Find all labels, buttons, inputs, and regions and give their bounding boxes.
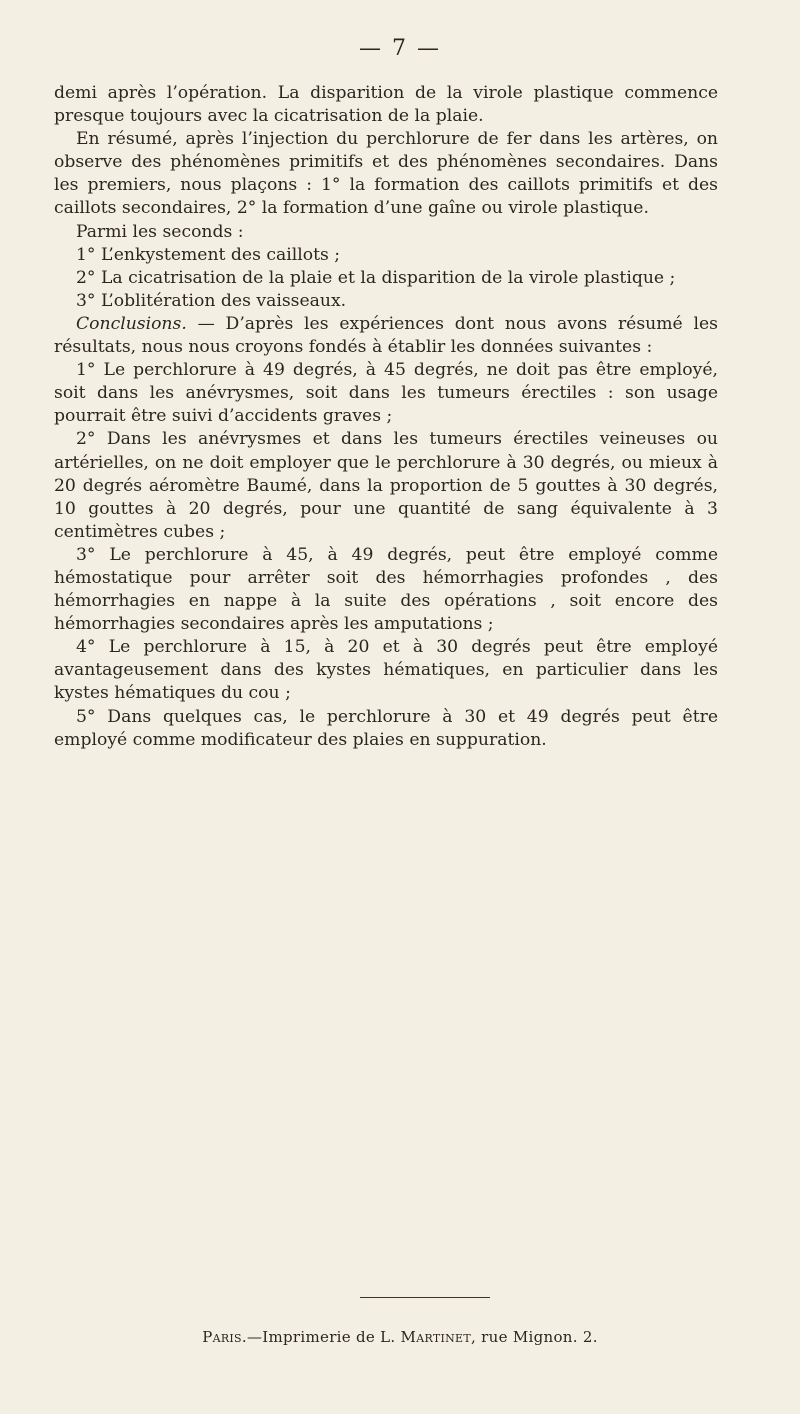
paragraph: demi après l’opération. La disparition de la virole plastique commence presque toujours avec la cicatrisation de la plaie. [54,83,718,127]
paragraph: Parmi les seconds : [76,221,244,242]
list-item: 2° Dans les anévrysmes et dans les tumeurs érectiles veineuses ou artérielles, on ne doit employer que le perchlorure à 30 degrés, ou mieux à 20 degrés aéromètre Baumé, dans la proportion de 5 gouttes à 30 degrés, 10 gouttes à 20 degrés, pour une quantité de sang équivalente à 3 centimètres cubes ; [54,429,718,542]
conclusions-text: — D’après les expériences dont nous avons résumé les résultats, nous nous croyons fondés à établir les données suivantes : [54,313,718,358]
imprint-city: Paris. [202,1328,247,1346]
imprint-prefix: —Imprimerie de L. [246,1328,401,1346]
page-number: — 7 — [359,36,441,61]
body-text [54,82,718,752]
conclusions-label: Conclusions. [76,313,187,334]
list-item: 1° Le perchlorure à 49 degrés, à 45 degrés, ne doit pas être employé, soit dans les anévrysmes, soit dans les tumeurs érectiles : son usage pourrait être suivi d’accidents graves ; [54,360,718,427]
printer-imprint [0,1328,800,1346]
list-item: 3° L’oblitération des vaisseaux. [76,290,347,311]
paragraph: En résumé, après l’injection du perchlorure de fer dans les artères, on observe des phénomènes primitifs et des phénomènes secondaires. Dans les premiers, nous plaçons : 1° la formation des caillots primitifs et des caillots secondaires, 2° la formation d’une gaîne ou virole plastique. [54,129,718,219]
divider [360,1297,490,1298]
conclusions-paragraph [54,313,718,359]
imprint-printer: Martinet [400,1328,472,1346]
list-item: 3° Le perchlorure à 45, à 49 degrés, peut être employé comme hémostatique pour arrêter soit des hémorrhagies profondes , des hémorrhagies en nappe à la suite des opérations , soit encore des hémorrhagies secondaires après les amputations ; [54,544,718,635]
imprint-suffix: , rue Mignon. 2. [471,1328,598,1346]
list-item: 5° Dans quelques cas, le perchlorure à 30 et 49 degrés peut être employé comme modificateur des plaies en suppuration. [54,706,718,750]
list-item: 4° Le perchlorure à 15, à 20 et à 30 degrés peut être employé avantageusement dans des kystes hématiques, en particulier dans les kystes hématiques du cou ; [54,637,718,704]
list-item: 2° La cicatrisation de la plaie et la disparition de la virole plastique ; [76,267,676,288]
list-item: 1° L’enkystement des caillots ; [76,244,341,265]
